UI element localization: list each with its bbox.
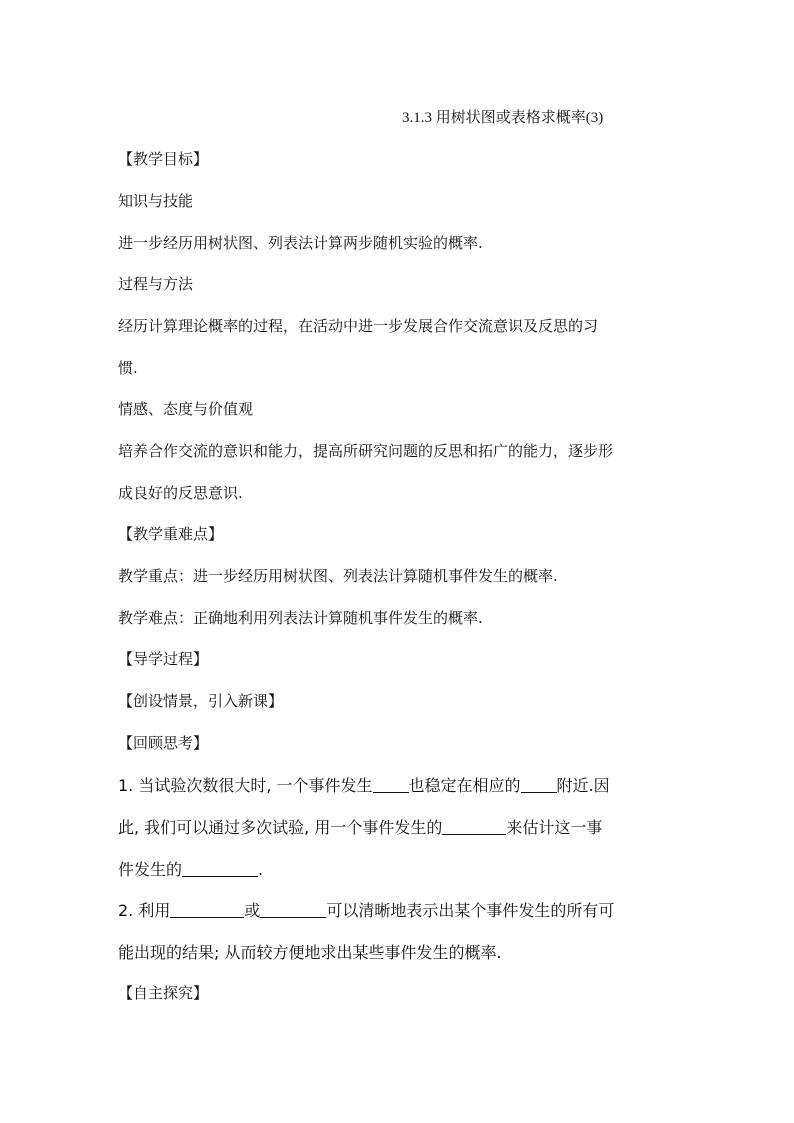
q1-blank-1[interactable] [373,776,409,793]
knowledge-heading: 知识与技能 [118,192,194,210]
question-1-line-2 [118,815,602,838]
key-point: 教学重点：进一步经历用树状图、列表法计算随机事件发生的概率. [118,567,558,585]
q2-text-a: 2. 利用 [118,901,171,920]
emotion-heading: 情感、态度与价值观 [118,400,254,418]
emotion-text-1: 培养合作交流的意识和能力，提高所研究问题的反思和拓广的能力，逐步形 [118,442,614,460]
key-heading: 【教学重难点】 [118,525,224,543]
emotion-text-2: 成良好的反思意识. [118,484,243,502]
q1-blank-2[interactable] [521,776,557,793]
goal-heading: 【教学目标】 [118,150,209,168]
question-1-line-1 [118,773,610,796]
explore-heading: 【自主探究】 [118,984,209,1002]
guide-heading: 【导学过程】 [118,650,209,668]
q1-text-e: 来估计这一事 [506,818,603,837]
process-text-1: 经历计算理论概率的过程，在活动中进一步发展合作交流意识及反思的习 [118,317,599,335]
difficult-point: 教学难点：正确地利用列表法计算随机事件发生的概率. [118,609,483,627]
scene-heading: 【创设情景，引入新课】 [118,692,284,710]
q1-text-a: 1. 当试验次数很大时, 一个事件发生 [118,776,373,795]
q2-blank-1[interactable] [170,901,244,918]
question-2-line-1 [118,898,614,921]
q2-text-b: 或 [244,901,261,920]
q1-blank-4[interactable] [182,860,258,877]
q1-text-b: 也稳定在相应的 [408,776,521,795]
q1-text-f: 件发生的 [118,860,183,879]
q2-blank-2[interactable] [260,901,326,918]
q1-blank-3[interactable] [442,818,506,835]
q1-text-d: 此, 我们可以通过多次试验, 用一个事件发生的 [118,818,443,837]
doc-title: 3.1.3 用树状图或表格求概率(3) [402,110,604,126]
process-text-2: 惯. [118,359,138,377]
question-1-line-3 [118,857,263,880]
process-heading: 过程与方法 [118,275,194,293]
knowledge-text: 进一步经历用树状图、列表法计算两步随机实验的概率. [118,234,483,252]
q1-text-g: . [258,860,264,879]
q1-text-c: 附近.因 [556,776,610,795]
review-heading: 【回顾思考】 [118,734,209,752]
q2-text-c: 可以清晰地表示出某个事件发生的所有可 [326,901,615,920]
question-2-line-2: 能出现的结果; 从而较方便地求出某些事件发生的概率. [118,943,502,962]
